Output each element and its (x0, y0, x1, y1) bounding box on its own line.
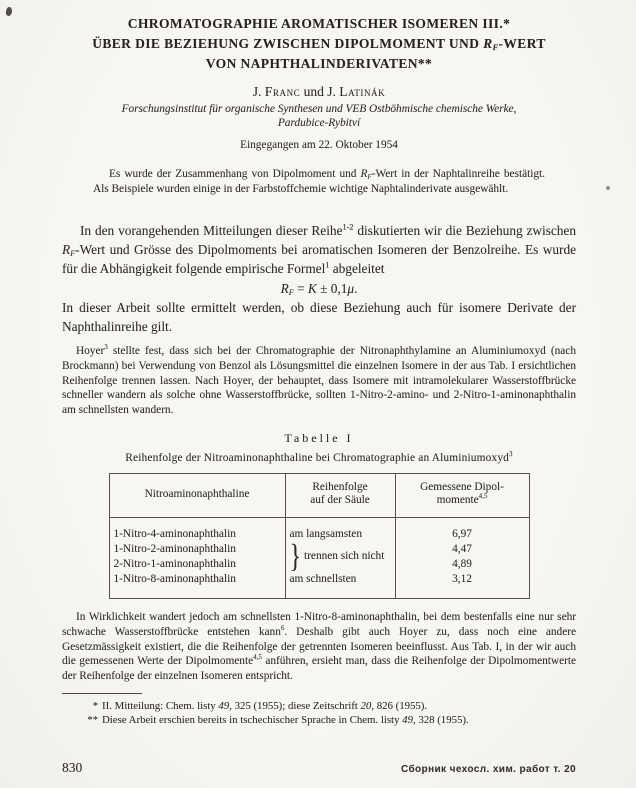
body-text: anführen, ersieht man, dass die Reihenfolge der Dipolmomentwerte der Reihenfolge der einzelnen Isomeren entspricht. (62, 655, 576, 683)
author-initial: J. (252, 84, 265, 99)
volume-number: 49 (402, 714, 413, 727)
body-paragraph-2: In dieser Arbeit sollte ermittelt werden, ob diese Beziehung auch für isomere Derivate der Naphthalinreihe gilt. (62, 300, 576, 334)
rf-subscript: F (367, 172, 372, 181)
volume-number: 20 (360, 699, 372, 712)
title-text: -WERT (498, 36, 546, 51)
mu-symbol: μ (347, 281, 355, 296)
footnote-text: Diese Arbeit erschien bereits in tschechischer Sprache in Chem. listy (102, 714, 403, 727)
journal-volume: 20 (564, 764, 576, 775)
footnote-text: , 328 (1955). (412, 714, 469, 727)
body-text: diskutierten wir die Beziehung zwischen (353, 223, 576, 238)
header-text: momente (436, 494, 479, 507)
footnotes (62, 699, 576, 728)
authors-line (62, 84, 576, 100)
column-header-moments (395, 473, 529, 517)
header-text: Gemessene Dipol- (420, 480, 504, 493)
footnote-rule (62, 693, 142, 694)
abstract-paragraph (93, 167, 545, 197)
column-order-value: am langsamsten (285, 517, 395, 542)
body-text: . Deshalb gibt auch Hoyer zu, dass noch eine andere Gesetzmässigkeit existiert, die die Reihenfolge der getrennten Isomeren beeinflusst. Aus Tab. I, in der wir auch die gemessenen Werte der Dipolmomente (62, 625, 576, 668)
column-header-order (285, 473, 395, 517)
abstract-text: Es wurde der Zusammenhang von Dipolmoment und (109, 168, 361, 180)
body-text: In den vorangehenden Mitteilungen dieser Reihe (80, 223, 343, 238)
column-header-compounds: Nitroaminonaphthaline (109, 473, 285, 517)
title-text: ÜBER DIE BEZIEHUNG ZWISCHEN DIPOLMOMENT UND (92, 36, 484, 51)
footnote-marker: ** (87, 714, 98, 727)
author-name: Franc (264, 84, 301, 99)
rf-subscript: F (492, 43, 499, 53)
abstract (93, 167, 545, 197)
footnote-text: , 826 (1955). (371, 699, 428, 712)
table-header-row (109, 473, 529, 517)
citation-superscript: 1 (325, 260, 330, 270)
citation-superscript: 6 (280, 624, 285, 633)
order-text: trennen sich nicht (304, 550, 385, 563)
footnote-1 (62, 699, 576, 714)
dipole-moment-value: 6,97 (395, 517, 529, 542)
affiliation (62, 103, 576, 130)
title-line-1: CHROMATOGRAPHIE AROMATISCHER ISOMEREN III.* (127, 16, 511, 31)
author-name: Latinák (339, 84, 386, 99)
footnote-marker: * (92, 699, 98, 712)
rf-symbol: R (483, 36, 493, 51)
body-text: stellte fest, dass sich bei der Chromatographie der Nitronaphthylamine an Aluminiumoxyd (nach Brockmann) bei Verwendung von Benzol als Lösungsmittel die einzelnen Isomere in der aus Tab. I ersichtlichen Reihenfolge trennen lassen. Nach Hoyer, der behauptet, dass Isomere mit intramolekularer Wasserstoffbrücke schneller wandern als solche ohne Wasserstoffbrücke, sollten 1-Nitro-2-amino- und 2-Nitro-1-aminonaphthalin am schnellsten wandern. (62, 345, 576, 417)
table-container (62, 473, 576, 599)
page-footer (62, 760, 576, 776)
affiliation-line-2: Pardubice-Rybitví (277, 116, 361, 129)
paper-title (62, 14, 576, 74)
citation-superscript: 3 (509, 450, 513, 459)
equation-text: ± 0,1 (316, 281, 348, 296)
compound-name: 1-Nitro-4-aminonaphthalin (113, 527, 236, 540)
page-number: 830 (62, 760, 83, 775)
column-order-value: am schnellsten (285, 572, 395, 599)
equation (62, 281, 576, 297)
body-paragraph-1 (62, 221, 576, 278)
journal-title: Сборник чехосл. хим. работ т. (400, 764, 565, 775)
table-caption (62, 452, 576, 464)
citation-superscript: 3 (104, 343, 108, 352)
k-symbol: K (307, 281, 317, 296)
equation-text: = (293, 281, 308, 296)
dipole-moment-value: 4,47 (395, 542, 529, 557)
column-order-value: } trennen sich nicht (285, 542, 395, 572)
affiliation-line-1: Forschungsinstitut für organische Synthesen und VEB Ostböhmische chemische Werke, (121, 103, 517, 115)
footnote-text: II. Mitteilung: Chem. listy (102, 699, 219, 712)
header-text: Reihenfolge (312, 480, 368, 493)
compound-name: 1-Nitro-2-aminonaphthalin (113, 542, 236, 555)
journal-running-footer (401, 764, 576, 775)
body-text: -Wert und Grösse des Dipolmoments bei aromatischen Isomeren der Benzolreihe. Es wurde für die Abhängigkeit folgende empirische Formel (62, 242, 576, 276)
title-line-2 (62, 34, 576, 54)
rf-symbol: R (62, 242, 71, 257)
results-table (109, 473, 530, 599)
body-text: Hoyer (76, 345, 105, 357)
table-row (109, 542, 529, 557)
citation-superscript: 4,5 (478, 492, 488, 501)
citation-superscript: 1-2 (342, 222, 354, 232)
header-text (400, 494, 525, 508)
dipole-moment-value: 3,12 (395, 572, 529, 599)
received-date: Eingegangen am 22. Oktober 1954 (240, 139, 398, 151)
table-row (109, 572, 529, 599)
citation-superscript: 4,5 (253, 653, 262, 662)
footnote-2 (62, 713, 576, 728)
equation-text: . (354, 281, 358, 296)
authors-connector: und J. (300, 84, 340, 99)
body-text: abgeleitet (329, 261, 385, 276)
caption-text: Reihenfolge der Nitroaminonaphthaline bei Chromatographie an Aluminiumoxyd (125, 451, 510, 464)
body-paragraph-3 (62, 344, 576, 418)
body-text: In Wirklichkeit wandert jedoch am schnellsten 1-Nitro-8-aminonaphthalin, bei dem bestenfalls eine nur sehr schwache Wasserstoffbrücke entstehen kann (62, 610, 576, 638)
volume-number: 49 (218, 699, 230, 712)
abstract-text: -Wert in der Naphtalinreihe bestätigt. Als Beispiele wurden einige in der Farbstoffchemie wichtige Naphtalinderivate ausgewählt. (93, 168, 546, 195)
footnote-text: , 325 (1955); diese Zeitschrift (229, 699, 361, 712)
rf-subscript: F (70, 249, 76, 259)
table-row (109, 517, 529, 542)
header-text: auf der Säule (310, 494, 370, 507)
title-line-3: VON NAPHTHALINDERIVATEN** (205, 56, 433, 71)
compound-name: 2-Nitro-1-aminonaphthalin (113, 557, 236, 570)
compound-name: 1-Nitro-8-aminonaphthalin (113, 572, 236, 585)
table-heading: Tabelle I (284, 430, 354, 445)
scan-artifact (606, 186, 610, 190)
rf-symbol: R (280, 281, 289, 296)
rf-subscript: F (288, 288, 294, 298)
rf-symbol: R (360, 168, 368, 180)
dipole-moment-value: 4,89 (395, 557, 529, 572)
body-paragraph-4 (62, 610, 576, 684)
